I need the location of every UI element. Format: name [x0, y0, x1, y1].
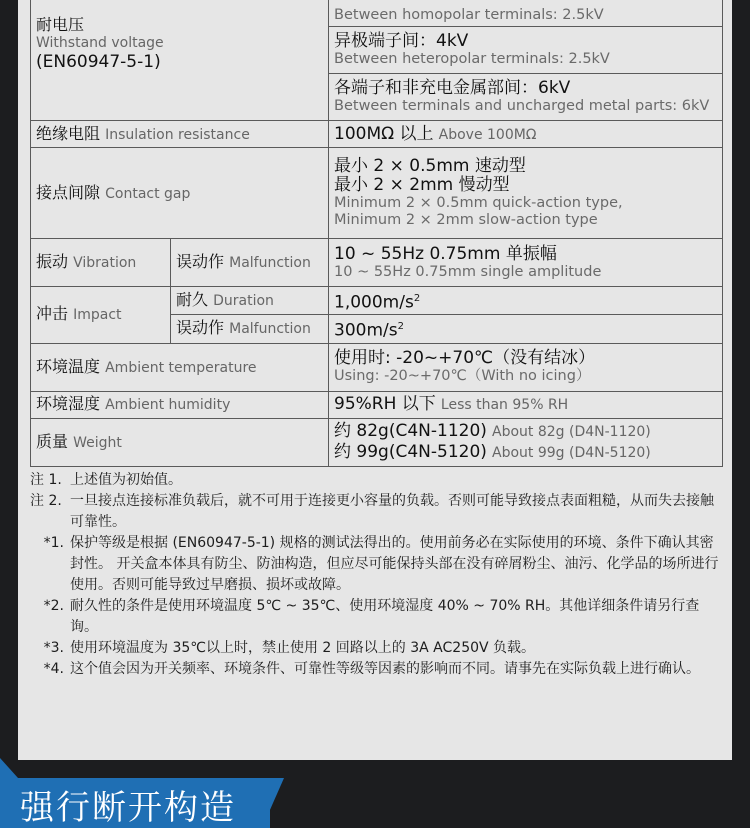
impact-malfunction-zh: 误动作 [176, 318, 225, 338]
table-row-insulation [31, 121, 723, 148]
weight-value-1-en: About 82g (D4N-1120) [492, 424, 651, 441]
note-marker: 注 2. [30, 493, 62, 509]
note-text: 耐久性的条件是使用环境温度 5℃ ~ 35℃、使用环境湿度 40% ~ 70% RH。其他详细条件请另行查询。 [70, 598, 700, 635]
note-text: 上述值为初始值。 [70, 472, 182, 488]
impact-malfunction-sub-cell [171, 315, 329, 343]
note-item [30, 638, 722, 659]
temperature-value-zh: 使用时: -20~+70℃（没有结冰） [334, 348, 596, 369]
weight-value-2-en: About 99g (D4N-5120) [492, 445, 651, 462]
humidity-label-zh: 环境湿度 [36, 394, 101, 414]
contact-gap-value-cell [329, 148, 723, 239]
vibration-label-zh: 振动 [36, 252, 69, 271]
table-row-temperature [31, 343, 723, 391]
impact-duration-en: Duration [213, 293, 274, 310]
section-banner [0, 778, 750, 828]
weight-value-2-zh: 约 99g(C4N-5120) [334, 442, 487, 463]
impact-label-zh: 冲击 [36, 304, 69, 324]
spec-sheet-page [18, 0, 732, 760]
withstand-value-2 [329, 27, 723, 74]
vibration-value-zh: 10 ~ 55Hz 0.75mm 单振幅 [334, 243, 557, 264]
insulation-value-en: Above 100MΩ [438, 126, 537, 143]
note-marker: *3. [43, 640, 64, 656]
vibration-sub-cell [171, 239, 329, 287]
note-item [30, 596, 722, 638]
weight-value-1-zh: 约 82g(C4N-1120) [334, 421, 487, 442]
table-row-vibration [31, 239, 723, 287]
note-marker: *4. [43, 661, 64, 677]
note-item [30, 491, 722, 533]
withstand-heteropolar-en: Between heteropolar terminals: 2.5kV [334, 51, 610, 67]
vibration-sub-zh: 误动作 [176, 252, 225, 271]
temperature-label-zh: 环境温度 [36, 356, 101, 376]
humidity-label-en: Ambient humidity [105, 397, 231, 414]
withstand-homopolar-en: Between homopolar terminals: 2.5kV [334, 7, 604, 23]
insulation-value-zh: 100MΩ 以上 [334, 123, 434, 144]
insulation-value-cell [329, 121, 723, 148]
temperature-value-cell [329, 343, 723, 391]
note-marker: *1. [43, 535, 64, 551]
insulation-label-en: Insulation resistance [105, 126, 250, 143]
withstand-value-3 [329, 74, 723, 121]
temperature-label-en: Ambient temperature [105, 359, 257, 376]
contact-gap-line-1: 最小 2 × 0.5mm 速动型 [334, 156, 526, 176]
contact-gap-label-cell [31, 148, 329, 239]
note-marker: 注 1. [30, 472, 62, 488]
weight-label-en: Weight [73, 434, 122, 451]
note-text: 这个值会因为开关频率、环境条件、可靠性等级等因素的影响而不同。请事先在实际负载上进行确认。 [70, 661, 700, 677]
impact-label-en: Impact [73, 307, 122, 324]
weight-label-cell [31, 418, 329, 466]
vibration-value-en: 10 ~ 55Hz 0.75mm single amplitude [334, 263, 602, 280]
contact-gap-label-zh: 接点间隙 [36, 182, 101, 202]
table-row-withstand-1 [31, 0, 723, 27]
humidity-value-zh: 95%RH 以下 [334, 394, 436, 415]
withstand-uncharged-en: Between terminals and uncharged metal parts: 6kV [334, 98, 710, 114]
weight-label-zh: 质量 [36, 431, 69, 451]
note-text: 保护等级是根据 (EN60947-5-1) 规格的测试法得出的。使用前务必在实际使用的环境、条件下确认其密封性。 开关盒本体具有防尘、防油构造，但应尽可能保持头部在没有碎屑粉尘、油污、化学品的场所进行使用。否则可能导致过早磨损、损坏或故障。 [70, 535, 719, 593]
note-text: 一旦接点连接标准负载后，就不可用于连接更小容量的负载。否则可能导致接点表面粗糙，从而失去接触可靠性。 [70, 493, 714, 530]
humidity-label-cell [31, 391, 329, 418]
notes-section [30, 470, 722, 680]
humidity-value-en: Less than 95% RH [440, 397, 569, 414]
humidity-value-cell [329, 391, 723, 418]
withstand-label-en: Withstand voltage [36, 35, 164, 51]
note-item [30, 659, 722, 680]
contact-gap-label-en: Contact gap [105, 185, 191, 202]
impact-duration-sup: 2 [413, 293, 421, 304]
banner-accent-triangle [0, 758, 18, 778]
withstand-label-cell [31, 0, 329, 121]
table-row-humidity [31, 391, 723, 418]
contact-gap-line-3: Minimum 2 × 0.5mm quick-action type, [334, 195, 623, 211]
impact-malfunction-value-cell [329, 315, 723, 343]
note-item [30, 470, 722, 491]
banner-title: 强行断开构造 [20, 788, 236, 828]
vibration-value-cell [329, 239, 723, 287]
note-marker: *2. [43, 598, 64, 614]
impact-duration-value-cell [329, 287, 723, 315]
impact-duration-sub-cell [171, 287, 329, 315]
vibration-sub-en: Malfunction [229, 255, 311, 271]
contact-gap-line-4: Minimum 2 × 2mm slow-action type [334, 212, 598, 228]
impact-malfunction-en: Malfunction [229, 321, 311, 338]
banner-bar-slant [262, 778, 284, 828]
insulation-label-zh: 绝缘电阻 [36, 123, 101, 143]
note-text: 使用环境温度为 35℃以上时，禁止使用 2 回路以上的 3A AC250V 负载。 [70, 640, 536, 656]
weight-value-cell [329, 418, 723, 466]
insulation-label-cell [31, 121, 329, 148]
impact-label-cell [31, 287, 171, 344]
spec-table [30, 0, 723, 467]
vibration-label-cell [31, 239, 171, 287]
withstand-standard: (EN60947-5-1) [36, 52, 161, 72]
table-row-weight [31, 418, 723, 466]
temperature-label-cell [31, 343, 329, 391]
temperature-value-en: Using: -20~+70℃（With no icing） [334, 368, 591, 385]
vibration-label-en: Vibration [73, 255, 137, 271]
impact-malfunction-value: 300m/s [334, 320, 398, 341]
withstand-heteropolar-zh: 异极端子间：4kV [334, 31, 469, 51]
withstand-label-zh: 耐电压 [36, 15, 85, 34]
impact-duration-zh: 耐久 [176, 290, 209, 310]
withstand-uncharged-zh: 各端子和非充电金属部间：6kV [334, 78, 571, 98]
note-item [30, 533, 722, 596]
withstand-value-1 [329, 0, 723, 27]
contact-gap-line-2: 最小 2 × 2mm 慢动型 [334, 175, 510, 195]
impact-duration-value: 1,000m/s [334, 292, 414, 313]
table-row-impact-duration [31, 287, 723, 315]
table-row-contact-gap [31, 148, 723, 239]
impact-malfunction-sup: 2 [397, 321, 404, 333]
